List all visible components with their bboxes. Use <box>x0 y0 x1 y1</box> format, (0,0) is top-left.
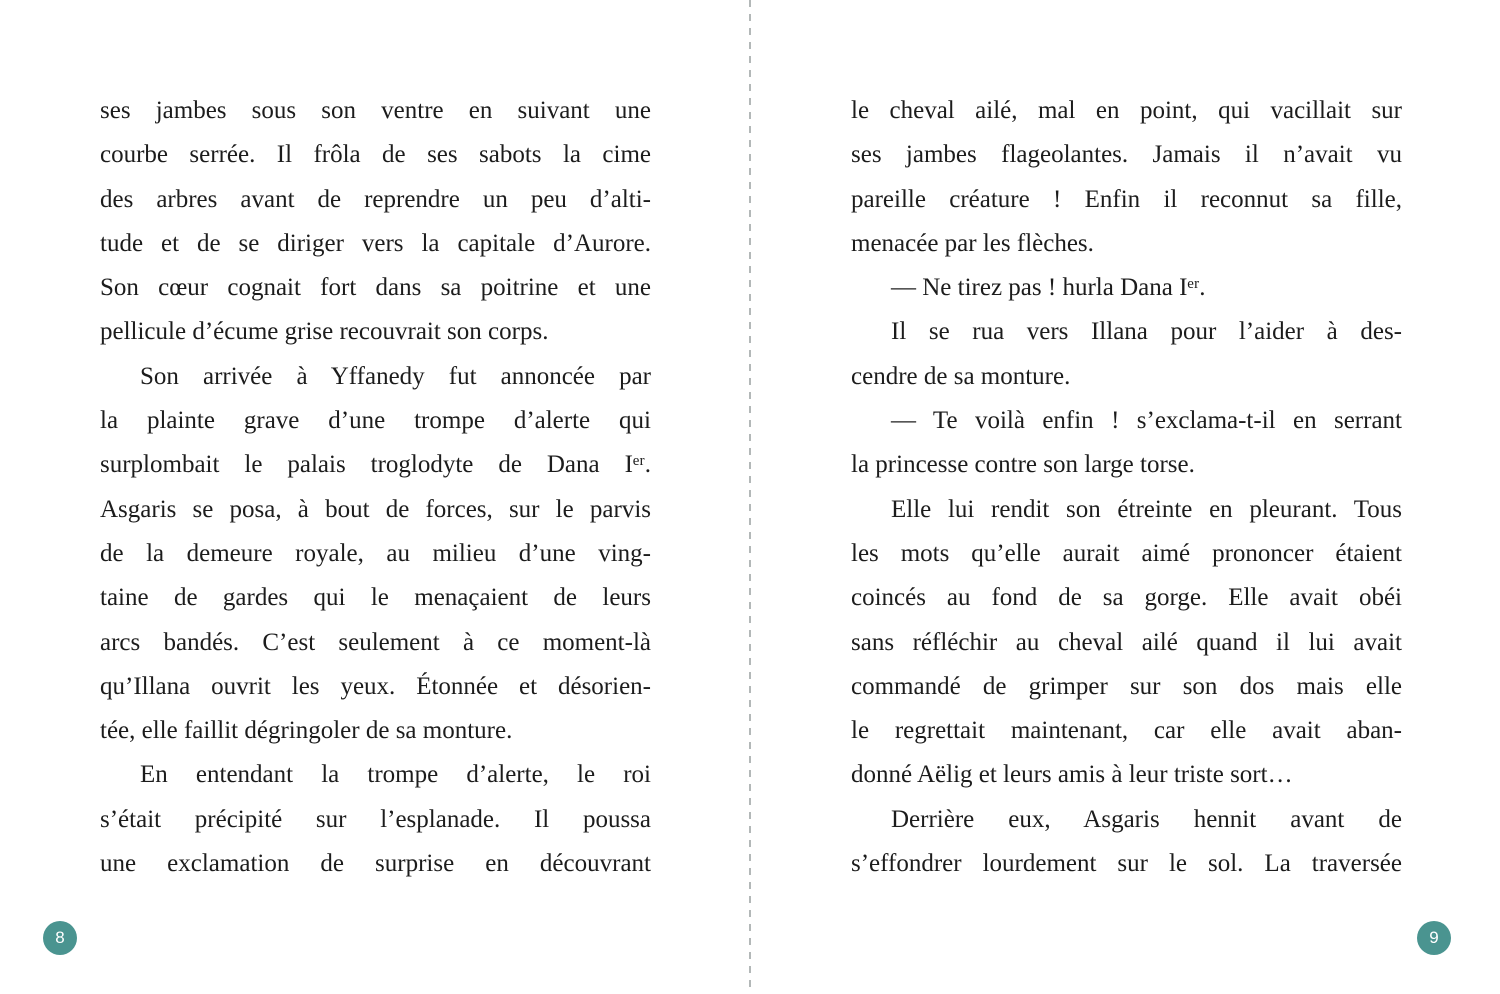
paragraph <box>851 310 1402 399</box>
page-number-badge-left <box>43 921 77 955</box>
text-line: arcs bandés. C’est seulement à ce moment-là <box>100 628 651 656</box>
text-line: Il se rua vers Illana pour l’aider à des- <box>891 318 1402 346</box>
text-line: des arbres avant de reprendre un peu d’alti- <box>100 185 651 213</box>
text-line: ses jambes sous son ventre en suivant une <box>100 97 651 124</box>
text-line: Son cœur cognait fort dans sa poitrine et une <box>100 274 651 302</box>
paragraph <box>851 399 1402 488</box>
text-line: Asgaris se posa, à bout de forces, sur le parvis <box>100 495 651 523</box>
text-line: le regrettait maintenant, car elle avait aban- <box>851 717 1402 745</box>
page-left-text <box>100 89 651 886</box>
text-line: s’effondrer lourdement sur le sol. La traversée <box>851 850 1402 878</box>
text-line: le cheval ailé, mal en point, qui vacillait sur <box>851 97 1402 124</box>
text-line: de la demeure royale, au milieu d’une ving- <box>100 539 651 567</box>
text-line: tude et de se diriger vers la capitale d’Aurore. <box>100 229 651 257</box>
text-line: commandé de grimper sur son dos mais elle <box>851 672 1402 700</box>
text-line: pareille créature ! Enfin il reconnut sa fille, <box>851 185 1402 213</box>
text-line: courbe serrée. Il frôla de ses sabots la cime <box>100 141 651 169</box>
paragraph <box>851 89 1402 266</box>
page-number-right: 9 <box>1429 928 1439 947</box>
page-right-text <box>851 89 1402 886</box>
paragraph <box>851 488 1402 798</box>
text-line: une exclamation de surprise en découvrant <box>100 850 651 878</box>
text-line: menacée par les flèches. <box>851 229 1094 257</box>
text-line: Son arrivée à Yffanedy fut annoncée par <box>140 362 651 390</box>
center-divider <box>749 0 751 994</box>
text-line: donné Aëlig et leurs amis à leur triste sort… <box>851 761 1293 789</box>
paragraph <box>100 753 651 886</box>
text-line: En entendant la trompe d’alerte, le roi <box>140 761 651 789</box>
paragraph <box>100 89 651 355</box>
text-line: pellicule d’écume grise recouvrait son corps. <box>100 318 549 346</box>
text-line: les mots qu’elle aurait aimé prononcer étaient <box>851 539 1402 567</box>
text-line: coincés au fond de sa gorge. Elle avait obéi <box>851 584 1402 612</box>
page-number-left: 8 <box>55 928 65 947</box>
paragraph <box>100 355 651 754</box>
text-line: s’était précipité sur l’esplanade. Il poussa <box>100 805 651 833</box>
text-line: sans réfléchir au cheval ailé quand il lui avait <box>851 628 1402 656</box>
text-line: qu’Illana ouvrit les yeux. Étonnée et désorien- <box>100 672 651 700</box>
text-line: — Ne tirez pas ! hurla Dana Iᵉʳ. <box>891 274 1206 302</box>
text-line: Elle lui rendit son étreinte en pleurant. Tous <box>891 495 1402 523</box>
paragraph <box>851 798 1402 887</box>
text-line: la princesse contre son large torse. <box>851 451 1195 479</box>
text-line: ses jambes flageolantes. Jamais il n’avait vu <box>851 141 1402 169</box>
text-line: cendre de sa monture. <box>851 362 1071 390</box>
text-line: taine de gardes qui le menaçaient de leurs <box>100 584 651 612</box>
text-line: surplombait le palais troglodyte de Dana Iᵉʳ. <box>100 451 651 479</box>
text-line: — Te voilà enfin ! s’exclama-t-il en serrant <box>891 407 1402 435</box>
paragraph <box>851 266 1402 310</box>
page-number-badge-right <box>1417 921 1451 955</box>
text-line: tée, elle faillit dégringoler de sa monture. <box>100 717 513 745</box>
text-line: Derrière eux, Asgaris hennit avant de <box>891 805 1402 833</box>
text-line: la plainte grave d’une trompe d’alerte qui <box>100 407 651 435</box>
